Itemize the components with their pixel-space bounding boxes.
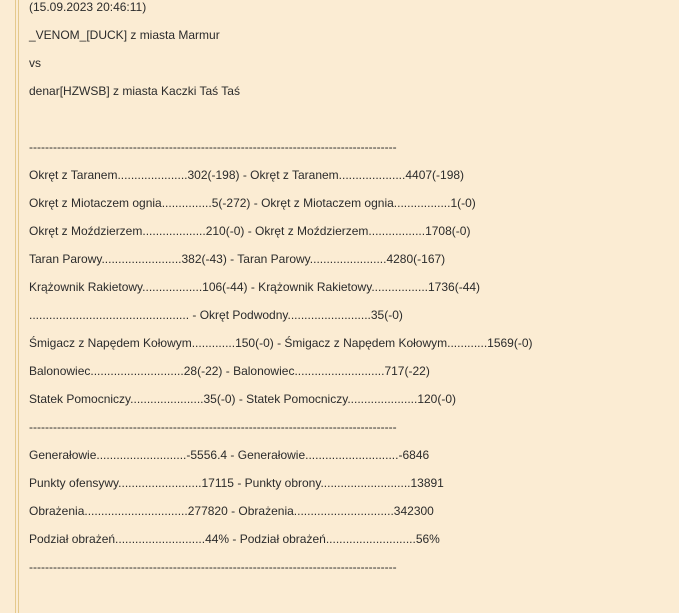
unit-row: Okręt z Taranem.....................302(-198) - Okręt z Taranem....................4407(-198)	[29, 168, 465, 182]
report-datetime: (15.09.2023 20:46:11)	[29, 0, 147, 14]
left-border-inner	[18, 0, 19, 613]
unit-row: Okręt z Moździerzem...................210(-0) - Okręt z Moździerzem.................1708(-0)	[29, 224, 471, 238]
unit-row: ................................................ - Okręt Podwodny.........................35(-0)	[29, 308, 403, 322]
unit-row: Krążownik Rakietowy..................106(-44) - Krążownik Rakietowy.................1736(-44)	[29, 280, 481, 294]
vs-line: vs	[29, 56, 41, 70]
unit-row: Balonowiec............................28(-22) - Balonowiec...........................717(-22)	[29, 364, 430, 378]
stat-row: Obrażenia...............................277820 - Obrażenia..............................342300	[29, 504, 434, 518]
stat-row: Punkty ofensywy.........................17115 - Punkty obrony...........................13891	[29, 476, 444, 490]
left-border-outer	[15, 0, 16, 613]
separator-bottom: --------------------------------------------------------------------------------------------	[29, 560, 397, 574]
stat-row: Generałowie...........................-5556.4 - Generałowie............................-6846	[29, 448, 430, 462]
defender-line: denar[HZWSB] z miasta Kaczki Taś Taś	[29, 84, 240, 98]
separator-middle: --------------------------------------------------------------------------------------------	[29, 420, 397, 434]
unit-row: Okręt z Miotaczem ognia...............5(-272) - Okręt z Miotaczem ognia.................1(-0)	[29, 196, 476, 210]
attacker-line: _VENOM_[DUCK] z miasta Marmur	[29, 28, 220, 42]
unit-row: Śmigacz z Napędem Kołowym.............150(-0) - Śmigacz z Napędem Kołowym............1569(-0)	[29, 336, 533, 350]
stat-row: Podział obrażeń...........................44% - Podział obrażeń...........................56%	[29, 532, 440, 546]
separator-top: --------------------------------------------------------------------------------------------	[29, 140, 397, 154]
unit-row: Statek Pomocniczy......................35(-0) - Statek Pomocniczy.....................120(-0)	[29, 392, 457, 406]
unit-row: Taran Parowy........................382(-43) - Taran Parowy.......................4280(-167)	[29, 252, 446, 266]
